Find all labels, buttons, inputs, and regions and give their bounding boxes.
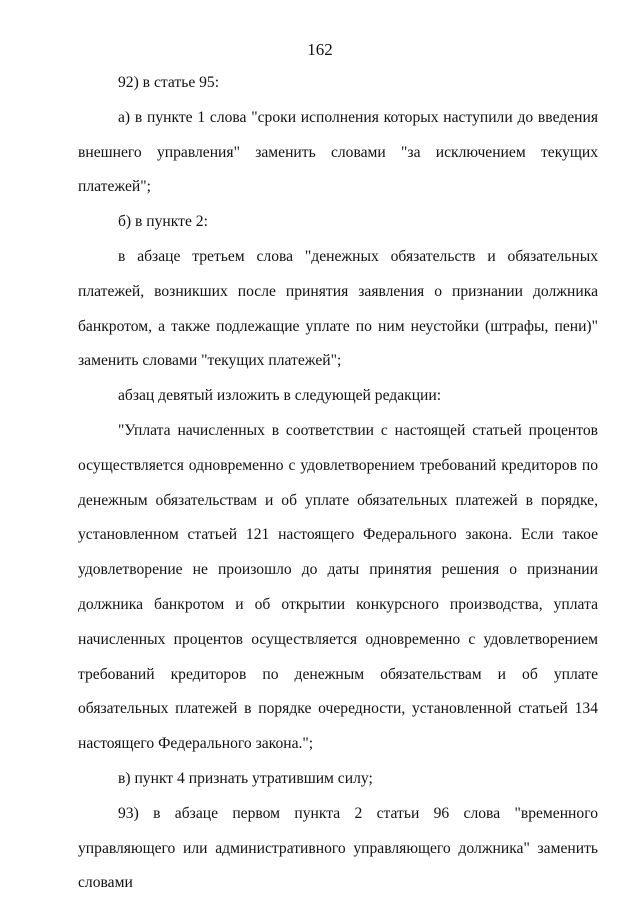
paragraph-subitem-a: а) в пункте 1 слова "сроки исполнения которых наступили до введения внешнего управления" заменить словами "за исключением текущих платежей"; bbox=[78, 108, 598, 196]
paragraph-item-92: 92) в статье 95: bbox=[118, 74, 220, 91]
document-body bbox=[78, 66, 598, 901]
paragraph-quoted-text: "Уплата начисленных в соответствии с настоящей статьей процентов осуществляется одновременно с удовлетворением требований кредиторов по денежным обязательствам и об уплате обязательных платежей в порядке, установленном статьей 121 настоящего Федерального закона. Если такое удовлетворение не произошло до даты принятия решения о признании должника банкротом и об открытии конкурсного производства, уплата начисленных процентов осуществляется одновременно с удовлетворением требований кредиторов по денежным обязательствам и об уплате обязательных платежей в порядке очередности, установленной статьей 134 настоящего Федерального закона."; bbox=[78, 421, 598, 753]
paragraph-item-93: 93) в абзаце первом пункта 2 статьи 96 слова "временного управляющего или административного управляющего должника" заменить словами bbox=[78, 804, 598, 892]
paragraph-subitem-b: б) в пункте 2: bbox=[118, 213, 208, 231]
paragraph-abzac-ninth: абзац девятый изложить в следующей редакции: bbox=[118, 387, 442, 405]
paragraph-abzac-third: в абзаце третьем слова "денежных обязательств и обязательных платежей, возникших после принятия заявления о признании должника банкротом, а также подлежащие уплате по ним неустойки (штрафы, пени)" заменить словами "текущих платежей"; bbox=[78, 247, 598, 370]
page-number: 162 bbox=[307, 40, 333, 59]
paragraph-subitem-v: в) пункт 4 признать утратившим силу; bbox=[118, 769, 373, 787]
